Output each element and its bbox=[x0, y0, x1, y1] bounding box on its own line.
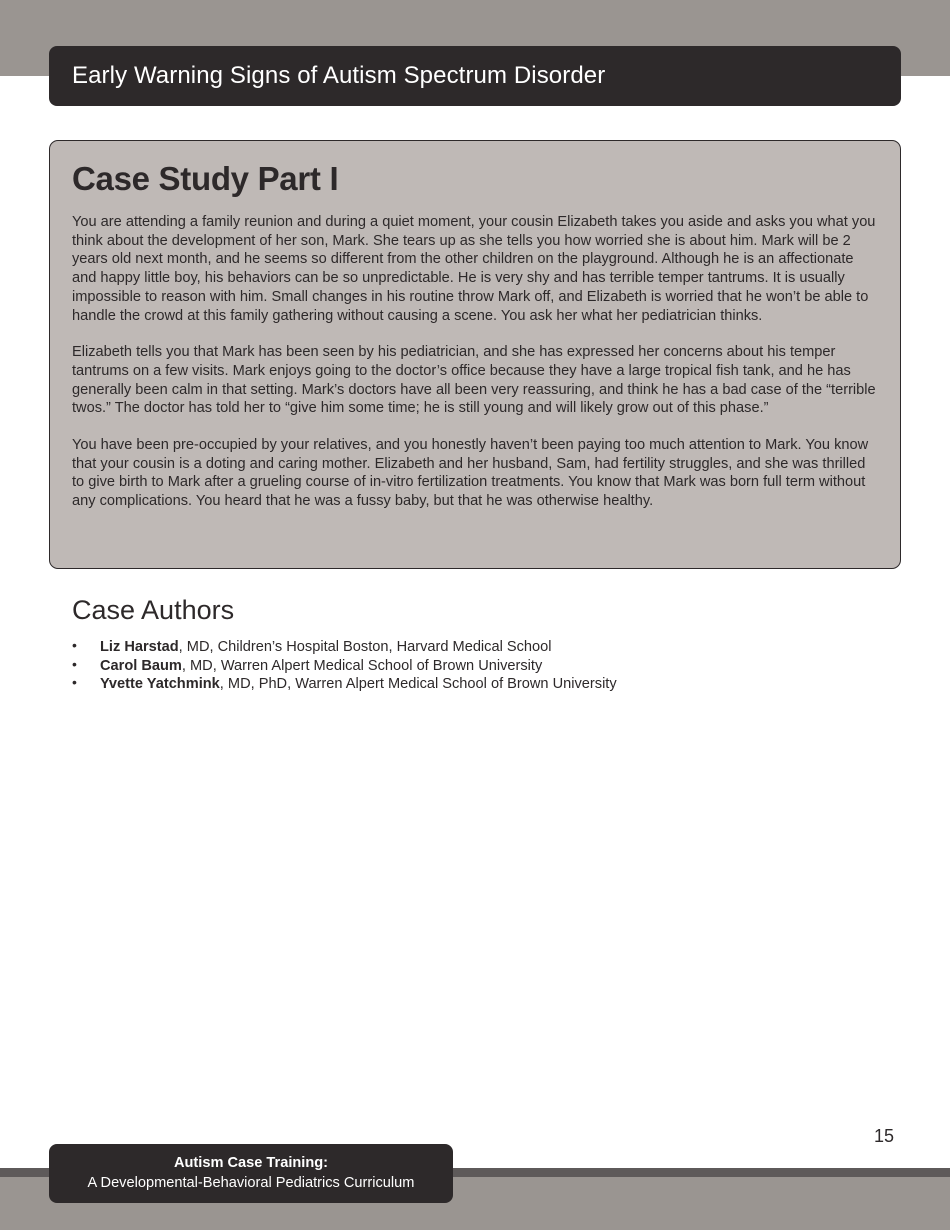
case-paragraph: Elizabeth tells you that Mark has been seen by his pediatrician, and she has expressed her concerns about his temper tantrums on a few visits. Mark enjoys going to the doctor’s office because they have a large tropical fish tank, and he has generally been calm in that setting. Mark’s doctors have all been very reassuring, and think he has a bad case of the “terrible twos.” The doctor has told her to “give him some time; he is still young and will likely grow out of this phase.” bbox=[72, 344, 876, 417]
author-item bbox=[72, 657, 617, 676]
footer-subtitle: A Developmental-Behavioral Pediatrics Curriculum bbox=[87, 1175, 415, 1191]
author-name: Liz Harstad bbox=[100, 639, 179, 655]
author-details: , MD, Warren Alpert Medical School of Brown University bbox=[181, 657, 543, 674]
authors-list bbox=[72, 638, 617, 694]
author-item bbox=[72, 638, 617, 657]
header-title: Early Warning Signs of Autism Spectrum Disorder bbox=[72, 62, 606, 89]
case-authors-title: Case Authors bbox=[72, 595, 235, 625]
bullet-icon: • bbox=[72, 655, 77, 672]
author-details: , MD, Children’s Hospital Boston, Harvard Medical School bbox=[178, 639, 552, 655]
author-name: Carol Baum bbox=[100, 657, 182, 674]
bullet-icon: • bbox=[72, 637, 77, 653]
case-study-box bbox=[49, 140, 901, 569]
bullet-icon: • bbox=[72, 674, 77, 691]
header-bar bbox=[49, 46, 901, 106]
page-number: 15 bbox=[873, 1126, 894, 1146]
case-study-title: Case Study Part I bbox=[72, 160, 339, 197]
footer-title: Autism Case Training: bbox=[173, 1155, 329, 1171]
case-paragraph: You have been pre-occupied by your relatives, and you honestly haven’t been paying too much attention to Mark. You know that your cousin is a doting and caring mother. Elizabeth and her husband, Sam, had fertility struggles, and she was thrilled to give birth to Mark after a grueling course of in-vitro fertilization treatments. You know that Mark was born full term without any complications. You heard that he was a fussy baby, but that he was otherwise healthy. bbox=[72, 437, 869, 510]
author-item bbox=[72, 675, 617, 694]
author-details: , MD, PhD, Warren Alpert Medical School of Brown University bbox=[219, 676, 617, 693]
case-paragraph: You are attending a family reunion and during a quiet moment, your cousin Elizabeth takes you aside and asks you what you think about the development of her son, Mark. She tears up as she tells you how worried she is about him. Mark will be 2 years old next month, and he seems so different from the other children on the playground. Although he is an affectionate and happy little boy, his behaviors can be so unpredictable. He is very shy and has terrible temper tantrums. It is usually impossible to reason with him. Small changes in his routine throw Mark off, and Elizabeth is worried that he won’t be able to handle the crowd at this family gathering without causing a scene. You ask her what her pediatrician thinks. bbox=[72, 214, 876, 324]
author-name: Yvette Yatchmink bbox=[100, 676, 220, 693]
footer-box bbox=[49, 1144, 453, 1203]
